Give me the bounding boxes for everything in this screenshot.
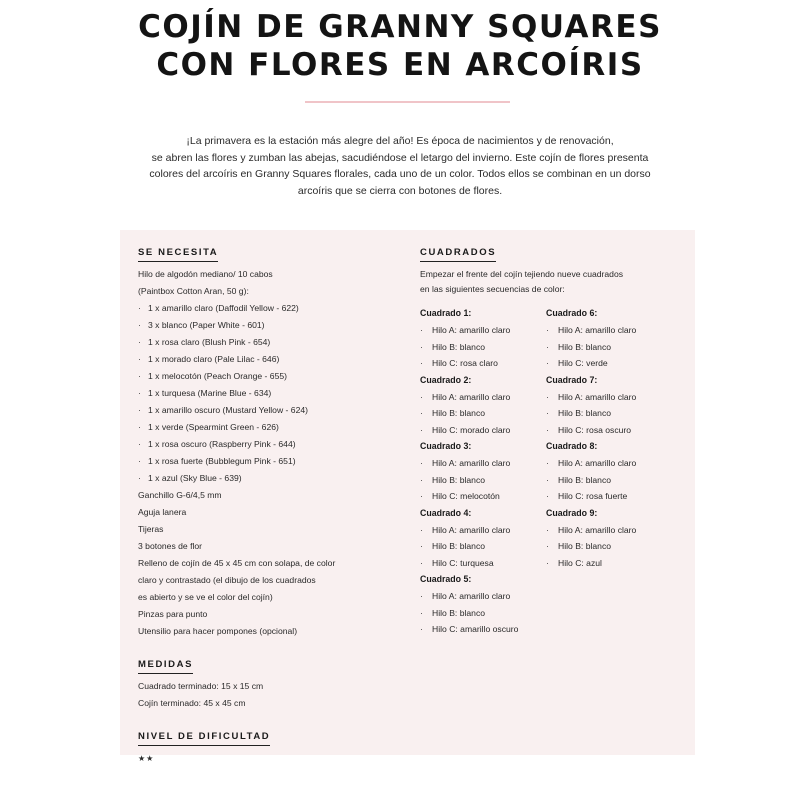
necesita-heading: SE NECESITA	[138, 247, 218, 262]
dificultad-heading: NIVEL DE DIFICULTAD	[138, 731, 270, 746]
square-yarn-line: · Hilo A: amarillo claro	[546, 389, 676, 406]
material-item: Relleno de cojín de 45 x 45 cm con solapa, de color	[138, 558, 336, 568]
square-yarn-line: · Hilo C: verde	[546, 355, 676, 372]
square-yarn-line: · Hilo C: morado claro	[420, 422, 545, 439]
square-yarn-line: · Hilo C: rosa fuerte	[546, 488, 676, 505]
square-yarn-line: · Hilo C: amarillo oscuro	[420, 621, 545, 638]
squares-column-2	[546, 305, 676, 571]
right-column	[420, 242, 690, 634]
square-yarn-line: · Hilo C: turquesa	[420, 555, 545, 572]
square-yarn-line: · Hilo A: amarillo claro	[420, 455, 545, 472]
material-item: Tijeras	[138, 524, 164, 534]
intro-line: ¡La primavera es la estación más alegre del año! Es época de nacimientos y de renovación,	[186, 135, 614, 147]
square-yarn-line: · Hilo B: blanco	[420, 605, 545, 622]
square-yarn-line: · Hilo B: blanco	[546, 405, 676, 422]
material-item: (Paintbox Cotton Aran, 50 g):	[138, 286, 249, 296]
yarn-item: · 1 x amarillo claro (Daffodil Yellow - 622)	[138, 300, 398, 317]
square-yarn-line: · Hilo B: blanco	[420, 472, 545, 489]
intro-line: se abren las flores y zumban las abejas, sacudiéndose el letargo del invierno. Este cojín de flores presenta	[151, 151, 649, 164]
page-title	[0, 8, 800, 84]
intro-paragraph	[120, 133, 680, 199]
yarn-item: · 1 x rosa oscuro (Raspberry Pink - 644)	[138, 436, 398, 453]
yarn-item: · 1 x melocotón (Peach Orange - 655)	[138, 368, 398, 385]
yarn-item: · 1 x rosa fuerte (Bubblegum Pink - 651)	[138, 453, 398, 470]
materials-panel	[120, 230, 695, 763]
square-yarn-line: · Hilo A: amarillo claro	[546, 522, 676, 539]
square-yarn-line: · Hilo B: blanco	[546, 472, 676, 489]
title-line-1: COJÍN DE GRANNY SQUARES	[138, 9, 662, 45]
yarn-item: · 1 x verde (Spearmint Green - 626)	[138, 419, 398, 436]
yarn-item: · 3 x blanco (Paper White - 601)	[138, 317, 398, 334]
square-yarn-line: · Hilo A: amarillo claro	[420, 389, 545, 406]
square-yarn-line: · Hilo A: amarillo claro	[546, 322, 676, 339]
material-item: claro y contrastado (el dibujo de los cuadrados	[138, 575, 316, 585]
medidas-line: Cuadrado terminado: 15 x 15 cm	[138, 681, 264, 691]
square-yarn-line: · Hilo C: melocotón	[420, 488, 545, 505]
intro-line: colores del arcoíris en Granny Squares florales, cada uno de un color. Todos ellos se combinan en un dorso	[149, 168, 651, 180]
square-title: Cuadrado 5:	[420, 574, 472, 584]
intro-line: arcoíris que se cierra con botones de flores.	[297, 184, 503, 197]
square-title: Cuadrado 7:	[546, 374, 598, 385]
title-line-2: CON FLORES EN ARCOÍRIS	[156, 47, 644, 83]
material-item: Pinzas para punto	[138, 609, 208, 619]
square-title: Cuadrado 8:	[546, 441, 598, 451]
medidas-heading: MEDIDAS	[138, 659, 193, 674]
dificultad-stars: ★★	[138, 754, 155, 763]
material-item: Hilo de algodón mediano/ 10 cabos	[138, 269, 273, 279]
square-yarn-line: · Hilo B: blanco	[546, 538, 676, 555]
material-item: Utensilio para hacer pompones (opcional)	[138, 626, 298, 636]
necesita-list	[138, 266, 398, 640]
squares-column-1	[420, 305, 545, 638]
square-title: Cuadrado 6:	[546, 308, 598, 318]
cuadrados-intro: Empezar el frente del cojín tejiendo nueve cuadrados	[420, 269, 624, 279]
medidas-line: Cojín terminado: 45 x 45 cm	[138, 698, 246, 708]
square-title: Cuadrado 9:	[546, 507, 598, 518]
square-yarn-line: · Hilo A: amarillo claro	[420, 522, 545, 539]
left-column	[138, 242, 398, 767]
square-title: Cuadrado 4:	[420, 507, 472, 518]
title-divider	[305, 101, 510, 103]
yarn-item: · 1 x morado claro (Pale Lilac - 646)	[138, 351, 398, 368]
square-yarn-line: · Hilo A: amarillo claro	[420, 588, 545, 605]
cuadrados-intro: en las siguientes secuencias de color:	[420, 284, 565, 294]
square-yarn-line: · Hilo C: rosa oscuro	[546, 422, 676, 439]
yarn-item: · 1 x amarillo oscuro (Mustard Yellow - 624)	[138, 402, 398, 419]
square-yarn-line: · Hilo A: amarillo claro	[420, 322, 545, 339]
material-item: 3 botones de flor	[138, 541, 203, 551]
square-yarn-line: · Hilo B: blanco	[420, 405, 545, 422]
material-item: Aguja lanera	[138, 507, 187, 517]
square-yarn-line: · Hilo A: amarillo claro	[546, 455, 676, 472]
square-yarn-line: · Hilo C: azul	[546, 555, 676, 572]
yarn-item: · 1 x turquesa (Marine Blue - 634)	[138, 385, 398, 402]
square-yarn-line: · Hilo B: blanco	[420, 538, 545, 555]
square-yarn-line: · Hilo C: rosa claro	[420, 355, 545, 372]
square-yarn-line: · Hilo B: blanco	[546, 339, 676, 356]
square-yarn-line: · Hilo B: blanco	[420, 339, 545, 356]
material-item: es abierto y se ve el color del cojín)	[138, 592, 273, 602]
yarn-item: · 1 x rosa claro (Blush Pink - 654)	[138, 334, 398, 351]
square-title: Cuadrado 3:	[420, 441, 472, 451]
cuadrados-heading: CUADRADOS	[420, 247, 496, 262]
square-title: Cuadrado 2:	[420, 374, 472, 385]
material-item: Ganchillo G-6/4,5 mm	[138, 490, 222, 500]
yarn-item: · 1 x azul (Sky Blue - 639)	[138, 470, 398, 487]
square-title: Cuadrado 1:	[420, 308, 472, 318]
